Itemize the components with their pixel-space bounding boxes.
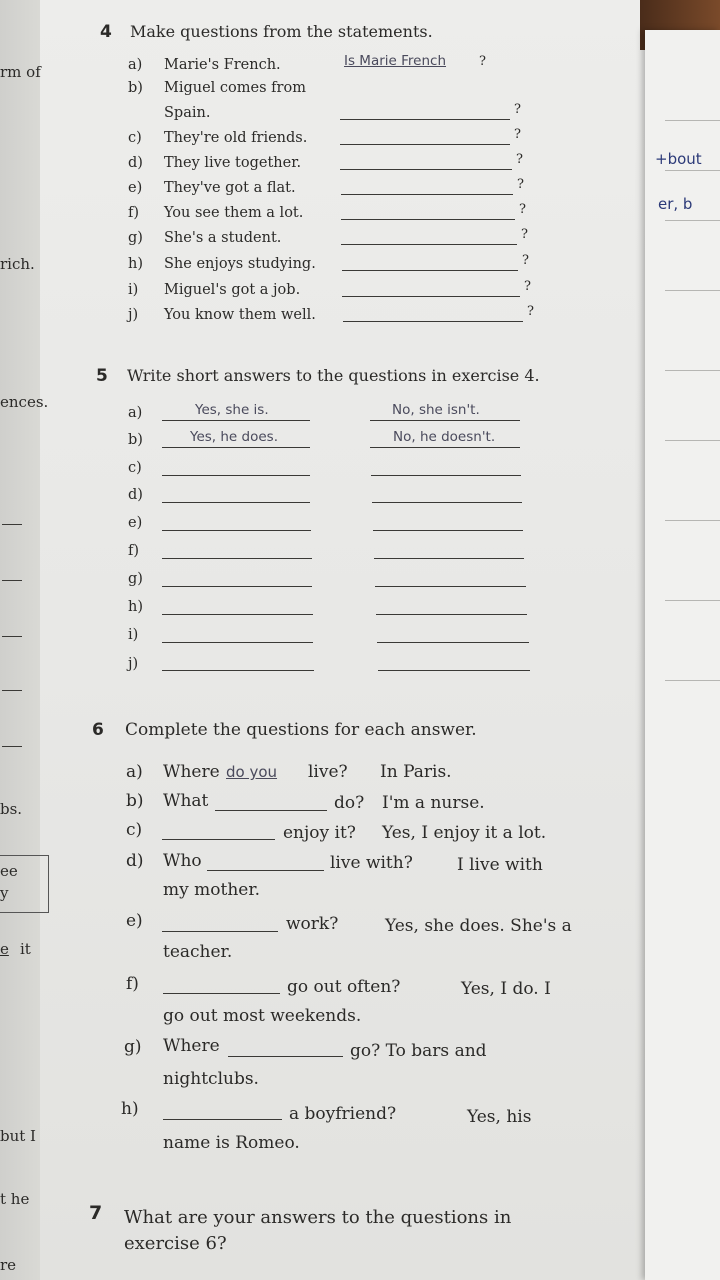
ex6-question-cont: nightclubs. <box>163 1069 259 1089</box>
margin-rule <box>2 690 22 691</box>
ex5-yes-line[interactable] <box>162 475 310 476</box>
exercise-7-instruction: What are your answers to the questions in <box>124 1207 512 1228</box>
notebook-rule <box>665 170 720 171</box>
margin-text: ee <box>0 862 18 880</box>
ex5-no-line[interactable] <box>374 558 524 559</box>
ex6-question-end: go out often? <box>287 977 401 997</box>
ex4-letter: h) <box>128 256 143 272</box>
ex5-no-line[interactable] <box>375 586 526 587</box>
margin-text: ences. <box>0 393 49 411</box>
question-mark: ? <box>514 102 521 117</box>
ex6-letter: c) <box>126 820 143 840</box>
ex4-answer-line[interactable] <box>341 244 517 245</box>
ex5-yes-answer: Yes, she is. <box>195 402 269 418</box>
margin-rule <box>2 636 22 637</box>
ex6-answer: I'm a nurse. <box>382 793 485 813</box>
exercise-4-instruction: Make questions from the statements. <box>130 22 433 41</box>
ex6-letter: b) <box>126 791 144 811</box>
notebook-handwriting: er, b <box>658 195 693 213</box>
margin-text: but I <box>0 1127 36 1145</box>
ex5-letter: g) <box>128 571 143 587</box>
ex6-answer: Yes, I do. I <box>461 979 551 999</box>
ex6-answer-cont: name is Romeo. <box>163 1133 300 1153</box>
question-mark: ? <box>527 304 534 319</box>
question-mark: ? <box>514 127 521 142</box>
question-mark: ? <box>522 253 529 268</box>
margin-rule <box>2 524 22 525</box>
ex4-letter: a) <box>128 57 143 73</box>
margin-rule <box>2 580 22 581</box>
ex6-letter: d) <box>126 851 144 871</box>
margin-text: rich. <box>0 255 35 273</box>
ex5-letter: h) <box>128 599 143 615</box>
ex5-no-line[interactable] <box>371 475 521 476</box>
ex6-letter: g) <box>124 1037 142 1057</box>
ex6-letter: f) <box>126 974 139 994</box>
ex4-answer-line[interactable] <box>342 296 520 297</box>
ex5-yes-line[interactable] <box>162 586 312 587</box>
exercise-6-number: 6 <box>92 720 104 740</box>
ex5-yes-line[interactable] <box>162 614 313 615</box>
ex4-statement: You see them a lot. <box>164 205 304 221</box>
ex4-letter: g) <box>128 230 143 246</box>
ex5-letter: c) <box>128 460 142 476</box>
ex4-statement: She's a student. <box>164 230 282 246</box>
question-mark: ? <box>516 152 523 167</box>
ex5-letter: e) <box>128 515 143 531</box>
notebook-rule <box>665 680 720 681</box>
exercise-7-instruction-cont: exercise 6? <box>124 1233 227 1254</box>
ex5-letter: a) <box>128 405 143 421</box>
ex6-answer-cont: my mother. <box>163 880 260 900</box>
ex4-letter: d) <box>128 155 143 171</box>
margin-text: it <box>20 940 31 958</box>
notebook-rule <box>665 440 720 441</box>
ex6-question-start: Where <box>163 1036 220 1056</box>
ex5-letter: d) <box>128 487 143 503</box>
ex6-question-end: enjoy it? <box>283 823 356 843</box>
ex4-answer-line[interactable] <box>340 119 510 120</box>
ex6-question-end: live with? <box>330 853 413 873</box>
ex5-yes-line[interactable] <box>162 642 313 643</box>
ex6-question-end: a boyfriend? <box>289 1104 397 1124</box>
notebook-handwriting: +bout <box>655 150 702 168</box>
ex5-no-line[interactable] <box>376 614 527 615</box>
ex5-no-line[interactable] <box>372 502 522 503</box>
notebook-rule <box>665 600 720 601</box>
ex5-no-line[interactable] <box>377 642 529 643</box>
ex4-answer-line[interactable] <box>341 194 513 195</box>
ex5-no-line[interactable] <box>378 670 530 671</box>
ex6-question-end: live? <box>308 762 348 782</box>
ex4-statement: Miguel's got a job. <box>164 282 301 298</box>
ex6-fill-line[interactable] <box>163 993 280 994</box>
ex6-fill-line[interactable] <box>163 1119 282 1120</box>
notebook-rule <box>665 520 720 521</box>
margin-text: re <box>0 1256 17 1274</box>
margin-text: t he <box>0 1190 30 1208</box>
ex5-yes-answer: Yes, he does. <box>190 429 278 445</box>
ex5-yes-line[interactable] <box>162 558 312 559</box>
ex5-yes-line[interactable] <box>162 670 314 671</box>
ex6-question-start: What <box>163 791 209 811</box>
exercise-5-instruction: Write short answers to the questions in exercise 4. <box>127 366 540 385</box>
ex5-no-line[interactable] <box>373 530 523 531</box>
margin-text: rm of <box>0 63 41 81</box>
exercise-5-number: 5 <box>96 366 108 386</box>
ex5-no-answer: No, he doesn't. <box>393 429 496 445</box>
ex4-statement: You know them well. <box>164 307 316 323</box>
ex5-yes-line[interactable] <box>162 502 310 503</box>
ex4-letter: j) <box>128 307 139 323</box>
ex5-no-line[interactable] <box>370 447 520 448</box>
notebook-rule <box>665 220 720 221</box>
ex4-statement: They've got a flat. <box>164 180 296 196</box>
ex5-yes-line[interactable] <box>162 530 311 531</box>
ex6-question-end: work? <box>286 914 339 934</box>
ex6-answer: Yes, she does. She's a <box>385 916 572 936</box>
question-mark: ? <box>479 54 486 69</box>
ex6-question-start: Where <box>163 762 220 782</box>
notebook-rule <box>665 120 720 121</box>
ex4-answer-line[interactable] <box>342 270 518 271</box>
ex4-answer-line[interactable] <box>341 219 515 220</box>
ex6-fill-line[interactable] <box>207 870 324 871</box>
ex6-answer-cont: go out most weekends. <box>163 1006 362 1026</box>
ex4-answer-line[interactable] <box>343 321 523 322</box>
ex6-answer: Yes, his <box>467 1107 532 1127</box>
ex6-answer: I live with <box>457 855 543 875</box>
ex4-letter: b) <box>128 80 143 96</box>
question-mark: ? <box>521 227 528 242</box>
ex6-question-end: do? <box>334 793 365 813</box>
ex4-statement: She enjoys studying. <box>164 256 316 272</box>
ex5-letter: i) <box>128 627 139 643</box>
ex4-answer-line[interactable] <box>340 169 512 170</box>
ex6-answer-cont: teacher. <box>163 942 233 962</box>
notebook-page <box>645 30 720 1280</box>
margin-text: y <box>0 884 9 902</box>
ex5-letter: f) <box>128 543 140 559</box>
ex5-yes-line[interactable] <box>162 447 310 448</box>
ex6-fill-line[interactable] <box>228 1056 343 1057</box>
notebook-rule <box>665 290 720 291</box>
ex6-letter: e) <box>126 911 143 931</box>
ex5-no-line[interactable] <box>370 420 520 421</box>
notebook-rule <box>665 370 720 371</box>
ex6-question-end: go? To bars and <box>350 1041 487 1061</box>
ex5-letter: b) <box>128 432 143 448</box>
ex6-fill-line[interactable] <box>162 839 275 840</box>
ex5-yes-line[interactable] <box>162 420 310 421</box>
ex4-letter: c) <box>128 130 142 146</box>
question-mark: ? <box>517 177 524 192</box>
ex5-no-answer: No, she isn't. <box>392 402 480 418</box>
ex4-letter: i) <box>128 282 139 298</box>
ex5-letter: j) <box>128 656 139 672</box>
ex6-fill-handwritten: do you <box>226 763 278 781</box>
ex6-answer: Yes, I enjoy it a lot. <box>382 823 547 843</box>
question-mark: ? <box>524 279 531 294</box>
ex4-statement: Marie's French. <box>164 57 281 73</box>
ex6-question-start: Who <box>163 851 202 871</box>
ex6-letter: h) <box>121 1099 139 1119</box>
question-mark: ? <box>519 202 526 217</box>
margin-rule <box>2 746 22 747</box>
ex4-statement: Spain. <box>164 105 211 121</box>
exercise-4-number: 4 <box>100 22 112 42</box>
margin-text: e <box>0 940 9 958</box>
ex4-statement: Miguel comes from <box>164 80 306 96</box>
ex4-answer-handwritten: Is Marie French <box>344 53 447 69</box>
ex6-fill-line[interactable] <box>162 931 278 932</box>
ex6-answer: In Paris. <box>380 762 452 782</box>
ex6-letter: a) <box>126 762 143 782</box>
exercise-6-instruction: Complete the questions for each answer. <box>125 720 477 740</box>
margin-text: bs. <box>0 800 23 818</box>
ex4-letter: f) <box>128 205 140 221</box>
ex4-statement: They're old friends. <box>164 130 308 146</box>
ex6-fill-line[interactable] <box>215 810 327 811</box>
ex4-letter: e) <box>128 180 143 196</box>
exercise-7-number: 7 <box>89 1202 103 1224</box>
ex4-statement: They live together. <box>164 155 302 171</box>
ex4-answer-line[interactable] <box>340 144 510 145</box>
